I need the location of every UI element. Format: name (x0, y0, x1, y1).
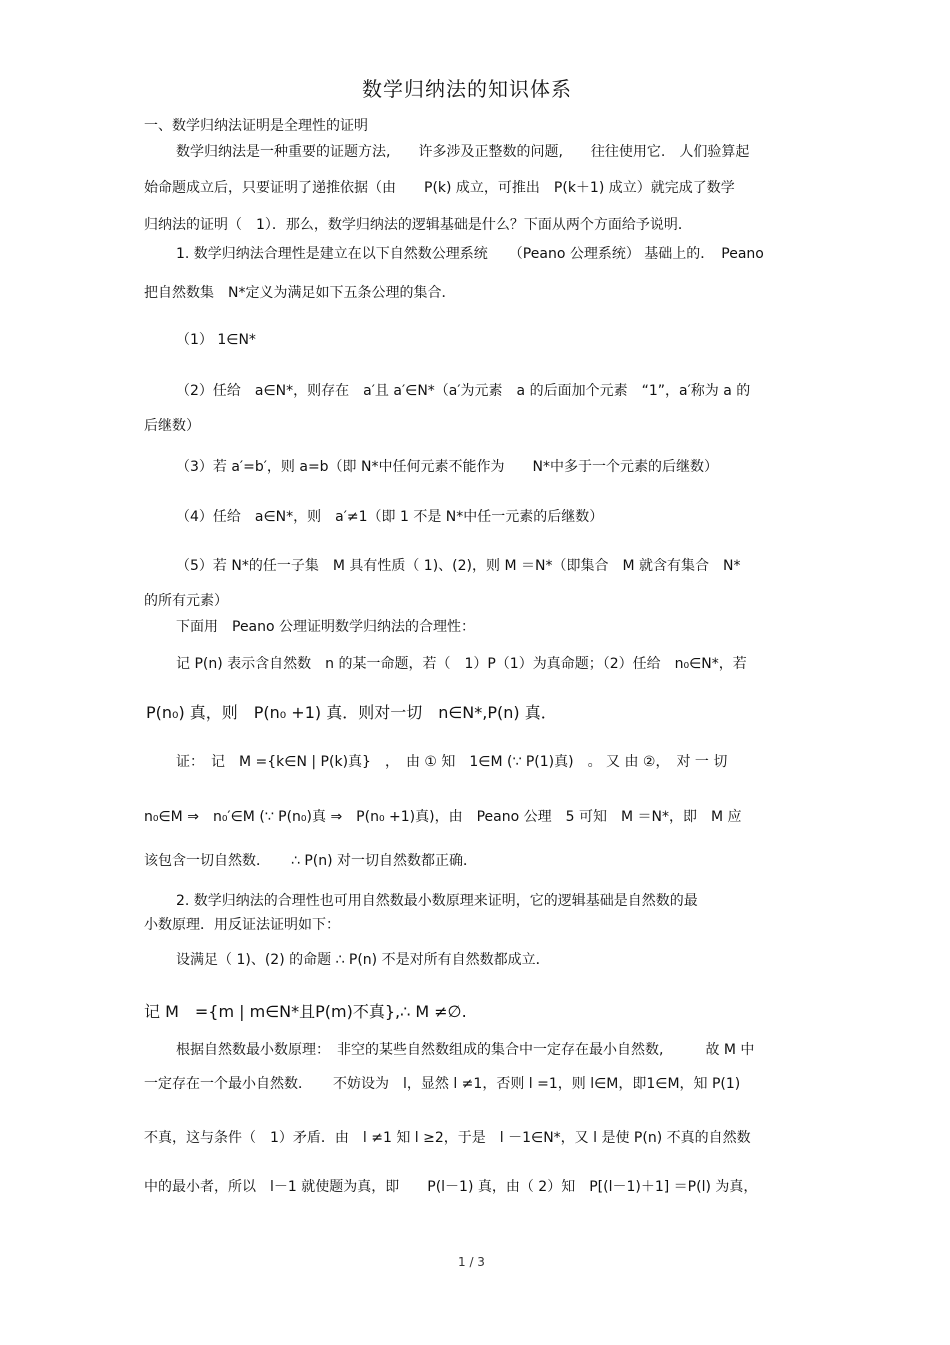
axiom-2: （2）任给 a∈N*，则存在 a′且 a′∈N*（a′为元素 a 的后面加个元素 “1”，a′称为 a 的 (176, 383, 751, 399)
axiom-2-continued: 后继数） (144, 418, 200, 434)
formula-line: P(n₀) 真，则 P(n₀ +1) 真．则对一切 n∈N*,P(n) 真． (146, 703, 557, 722)
paragraph-line: 根据自然数最小数原理： 非空的某些自然数组成的集合中一定存在最小自然数, 故 M 中 (176, 1042, 755, 1058)
paragraph-line: 中的最小者，所以 l－1 就使题为真，即 P(l－1) 真，由（ 2）知 P[(l－1)＋1] ＝P(l) 为真， (144, 1179, 758, 1195)
section-heading: 一、数学归纳法证明是全理性的证明 (144, 118, 368, 134)
paragraph-line: 2. 数学归纳法的合理性也可用自然数最小数原理来证明，它的逻辑基础是自然数的最 (176, 893, 698, 909)
page-number: 1 / 3 (458, 1255, 485, 1269)
paragraph-line: 一定存在一个最小自然数． 不妨设为 l，显然 l ≠1，否则 l =1，则 l∈M，即1∈M，知 P(1) (144, 1076, 741, 1092)
page-title: 数学归纳法的知识体系 (362, 77, 572, 101)
paragraph-line: 记 P(n) 表示含自然数 n 的某一命题，若（ 1）P（1）为真命题；（2）任给 n₀∈N*，若 (176, 656, 747, 672)
paragraph-line: 设满足（ 1)、(2) 的命题 ∴ P(n) 不是对所有自然数都成立． (176, 952, 550, 968)
axiom-3: （3）若 a′=b′，则 a=b（即 N*中任何元素不能作为 N*中多于一个元素的后继数） (176, 459, 718, 475)
formula-line: 记 M ={m | m∈N*且P(m)不真},∴ M ≠∅. (144, 1002, 467, 1021)
axiom-5-continued: 的所有元素） (144, 593, 228, 609)
proof-line: 该包含一切自然数． ∴ P(n) 对一切自然数都正确． (144, 853, 478, 869)
axiom-5: （5）若 N*的任一子集 M 具有性质（ 1)、(2)，则 M ＝N*（即集合 M 就含有集合 N* (176, 558, 741, 574)
proof-line: n₀∈M ⇒ n₀′∈M (∵ P(n₀)真 ⇒ P(n₀ +1)真)，由 Peano 公理 5 可知 M ＝N*，即 M 应 (144, 809, 742, 825)
paragraph-line: 始命题成立后，只要证明了递推依据（由 P(k) 成立，可推出 P(k＋1) 成立）就完成了数学 (144, 180, 735, 196)
paragraph-line: 把自然数集 N*定义为满足如下五条公理的集合． (144, 285, 456, 301)
paragraph-line: 不真，这与条件（ 1）矛盾．由 l ≠1 知 l ≥2，于是 l －1∈N*，又 l 是使 P(n) 不真的自然数 (144, 1130, 751, 1146)
paragraph-line: 1. 数学归纳法合理性是建立在以下自然数公理系统 （Peano 公理系统） 基础上的． Peano (176, 246, 764, 262)
proof-line: 证： 记 M ={k∈N | P(k)真} ， 由 ① 知 1∈M (∵ P(1)真) 。 又 由 ②， 对 一 切 (176, 754, 728, 770)
axiom-1: （1） 1∈N* (176, 332, 256, 348)
paragraph-line: 下面用 Peano 公理证明数学归纳法的合理性： (176, 619, 476, 635)
paragraph-line: 小数原理．用反证法证明如下： (144, 917, 340, 933)
axiom-4: （4）任给 a∈N*，则 a′≠1（即 1 不是 N*中任一元素的后继数） (176, 509, 604, 525)
paragraph-line: 归纳法的证明（ 1）．那么，数学归纳法的逻辑基础是什么？下面从两个方面给予说明． (144, 217, 692, 233)
paragraph-line: 数学归纳法是一种重要的证题方法, 许多涉及正整数的问题, 往往使用它. 人们验算起 (176, 144, 750, 160)
